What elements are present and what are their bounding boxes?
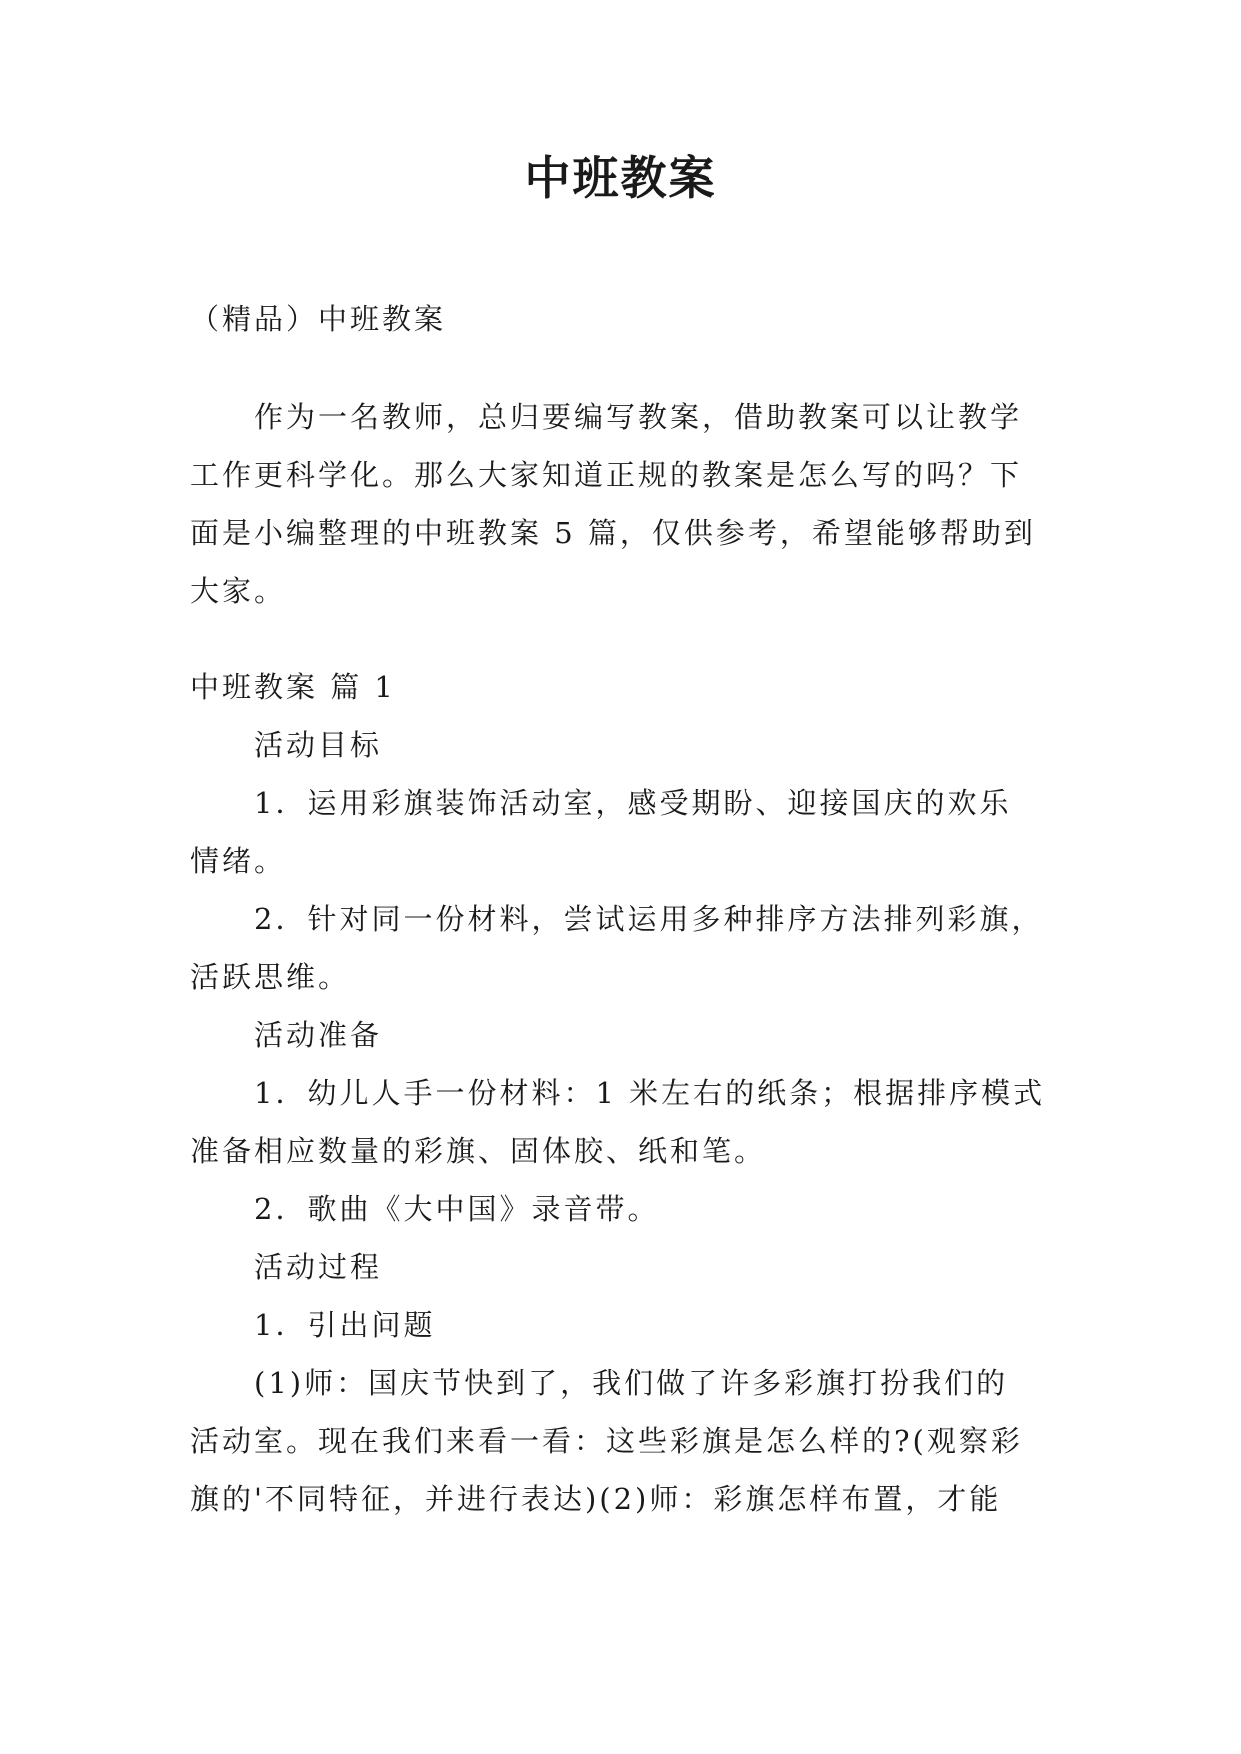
document-body — [190, 290, 1054, 1528]
intro-line: 面是小编整理的中班教案 5 篇，仅供参考，希望能够帮助到 — [190, 516, 1036, 550]
prep-item-continuation: 准备相应数量的彩旗、固体胶、纸和笔。 — [190, 1134, 767, 1168]
intro-line: 大家。 — [190, 574, 287, 608]
intro-line: 作为一名教师，总归要编写教案，借助教案可以让教学 — [254, 400, 1023, 434]
process-item: 1．引出问题 — [254, 1308, 436, 1342]
process-body-line: 活动室。现在我们来看一看：这些彩旗是怎么样的?(观察彩 — [190, 1424, 1023, 1458]
intro-line: 工作更科学化。那么大家知道正规的教案是怎么写的吗？下 — [190, 458, 1023, 492]
goal-item-continuation: 情绪。 — [190, 844, 287, 878]
process-body-line: (1)师：国庆节快到了，我们做了许多彩旗打扮我们的 — [254, 1366, 1009, 1400]
process-heading: 活动过程 — [254, 1250, 383, 1284]
document-subtitle: （精品）中班教案 — [190, 302, 447, 336]
goal-item-continuation: 活跃思维。 — [190, 960, 351, 994]
goal-heading: 活动目标 — [254, 728, 383, 762]
process-body-line: 旗的'不同特征，并进行表达)(2)师：彩旗怎样布置，才能 — [190, 1482, 1002, 1516]
prep-item: 2．歌曲《大中国》录音带。 — [254, 1192, 660, 1226]
prep-item: 1．幼儿人手一份材料：1 米左右的纸条；根据排序模式 — [254, 1076, 1046, 1110]
intro-paragraph — [190, 388, 1054, 620]
prep-heading: 活动准备 — [254, 1018, 383, 1052]
document-title: 中班教案 — [524, 151, 717, 205]
goal-item: 2．针对同一份材料，尝试运用多种排序方法排列彩旗， — [254, 902, 1044, 936]
section-heading: 中班教案 篇 1 — [190, 670, 396, 704]
goal-item: 1．运用彩旗装饰活动室，感受期盼、迎接国庆的欢乐 — [254, 786, 1012, 820]
